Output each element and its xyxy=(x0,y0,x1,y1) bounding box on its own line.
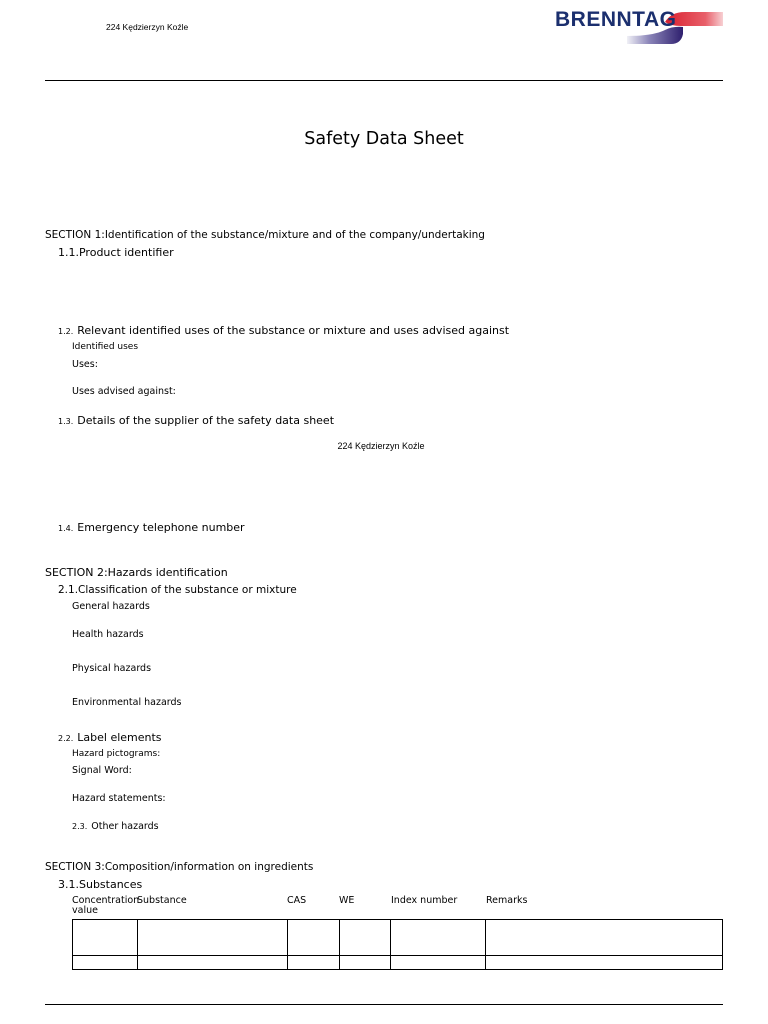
subsection-number: 2.2. xyxy=(58,734,74,743)
signal-word-label: Signal Word: xyxy=(72,765,132,776)
page-title: Safety Data Sheet xyxy=(304,129,464,149)
col-header-substance: Substance xyxy=(137,895,187,906)
table-cell xyxy=(391,920,486,956)
substances-table xyxy=(72,919,723,970)
col-header-concentration xyxy=(72,896,139,916)
table-cell xyxy=(391,956,486,970)
general-hazards-label: General hazards xyxy=(72,601,150,612)
subsection-number: 1.4. xyxy=(58,524,74,533)
subsection-title: Emergency telephone number xyxy=(77,521,245,534)
table-cell xyxy=(137,920,287,956)
logo-text: BRENNTAG xyxy=(555,8,677,31)
table-cell xyxy=(339,920,391,956)
header-address: 224 Kędzierzyn Koźle xyxy=(106,22,189,32)
col-header-remarks: Remarks xyxy=(486,895,528,906)
table-cell xyxy=(73,920,138,956)
identified-uses-label: Identified uses xyxy=(72,342,139,352)
header-divider xyxy=(45,80,723,81)
table-cell xyxy=(73,956,138,970)
supplier-details-heading xyxy=(58,414,334,427)
section3-heading: SECTION 3:Composition/information on ingredients xyxy=(45,861,314,873)
subsection-title: Label elements xyxy=(77,731,162,744)
col-header-index-number: Index number xyxy=(391,895,458,906)
col-header-concentration-line1: Concentration xyxy=(72,895,140,906)
table-row xyxy=(73,920,723,956)
health-hazards-label: Health hazards xyxy=(72,629,144,640)
label-elements-heading xyxy=(58,731,162,744)
table-cell xyxy=(287,920,339,956)
uses-advised-against-label: Uses advised against: xyxy=(72,386,176,397)
section1-heading: SECTION 1:Identification of the substance/mixture and of the company/undertaking xyxy=(45,229,485,241)
emergency-phone-heading xyxy=(58,521,245,534)
subsection-number: 1.2. xyxy=(58,327,74,336)
hazard-statements-label: Hazard statements: xyxy=(72,793,166,804)
table-cell xyxy=(486,920,723,956)
col-header-we: WE xyxy=(339,895,355,906)
physical-hazards-label: Physical hazards xyxy=(72,663,152,674)
subsection-number: 2.3. xyxy=(72,822,88,831)
footer-divider xyxy=(45,1004,723,1005)
table-cell xyxy=(486,956,723,970)
table-cell xyxy=(137,956,287,970)
section2-heading: SECTION 2:Hazards identification xyxy=(45,566,228,579)
brenntag-logo xyxy=(553,8,725,48)
table-cell xyxy=(287,956,339,970)
substances-heading: 3.1.Substances xyxy=(58,878,143,891)
environmental-hazards-label: Environmental hazards xyxy=(72,697,182,708)
relevant-uses-heading xyxy=(58,324,509,337)
classification-heading: 2.1.Classification of the substance or mixture xyxy=(58,584,297,596)
product-identifier-heading: 1.1.Product identifier xyxy=(58,246,174,259)
other-hazards-heading xyxy=(72,821,159,832)
hazard-pictograms-label: Hazard pictograms: xyxy=(72,749,161,759)
subsection-title: Other hazards xyxy=(91,821,159,832)
subsection-title: Relevant identified uses of the substance or mixture and uses advised against xyxy=(77,324,510,337)
subsection-number: 1.3. xyxy=(58,417,74,426)
table-cell xyxy=(339,956,391,970)
col-header-cas: CAS xyxy=(287,895,307,906)
uses-label: Uses: xyxy=(72,359,98,370)
supplier-address: 224 Kędzierzyn Koźle xyxy=(337,441,425,451)
subsection-title: Details of the supplier of the safety data sheet xyxy=(77,414,335,427)
table-row xyxy=(73,956,723,970)
col-header-concentration-line2: value xyxy=(72,905,98,916)
